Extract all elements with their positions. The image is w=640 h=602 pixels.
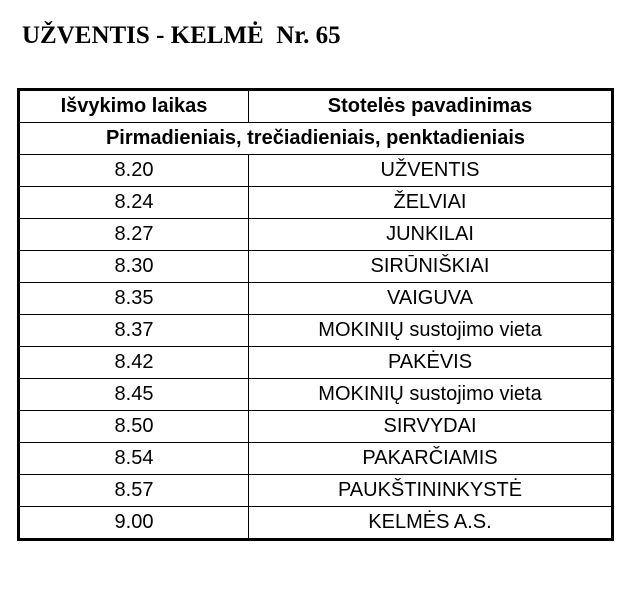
schedule-table [17, 88, 614, 541]
departure-time-cell: 8.30 [19, 251, 249, 283]
stop-name-cell: SIRŪNIŠKIAI [249, 251, 613, 283]
table-row [19, 443, 613, 475]
stop-name-cell: MOKINIŲ sustojimo vieta [249, 315, 613, 347]
table-row [19, 315, 613, 347]
table-row [19, 507, 613, 540]
departure-time-cell: 8.54 [19, 443, 249, 475]
table-row [19, 379, 613, 411]
departure-time-cell: 8.45 [19, 379, 249, 411]
departure-time-cell: 8.37 [19, 315, 249, 347]
table-row [19, 283, 613, 315]
stop-name-cell: PAKARČIAMIS [249, 443, 613, 475]
departure-time-cell: 8.27 [19, 219, 249, 251]
table-row [19, 187, 613, 219]
departure-time-cell: 8.35 [19, 283, 249, 315]
departure-time-cell: 8.42 [19, 347, 249, 379]
header-stop-name: Stotelės pavadinimas [249, 90, 613, 123]
departure-time-cell: 9.00 [19, 507, 249, 540]
stop-name-cell: UŽVENTIS [249, 155, 613, 187]
table-header-row [19, 90, 613, 123]
departure-time-cell: 8.50 [19, 411, 249, 443]
days-row [19, 123, 613, 155]
table-row [19, 475, 613, 507]
table-row [19, 251, 613, 283]
page-title: UŽVENTIS - KELMĖ Nr. 65 [22, 22, 341, 49]
header-departure-time: Išvykimo laikas [19, 90, 249, 123]
table-row [19, 155, 613, 187]
stop-name-cell: MOKINIŲ sustojimo vieta [249, 379, 613, 411]
stop-name-cell: SIRVYDAI [249, 411, 613, 443]
departure-time-cell: 8.57 [19, 475, 249, 507]
table-row [19, 347, 613, 379]
stop-name-cell: KELMĖS A.S. [249, 507, 613, 540]
stop-name-cell: VAIGUVA [249, 283, 613, 315]
table-row [19, 411, 613, 443]
departure-time-cell: 8.24 [19, 187, 249, 219]
departure-time-cell: 8.20 [19, 155, 249, 187]
stop-name-cell: PAUKŠTININKYSTĖ [249, 475, 613, 507]
days-label: Pirmadieniais, trečiadieniais, penktadieniais [19, 123, 613, 155]
stop-name-cell: JUNKILAI [249, 219, 613, 251]
table-row [19, 219, 613, 251]
stop-name-cell: PAKĖVIS [249, 347, 613, 379]
stop-name-cell: ŽELVIAI [249, 187, 613, 219]
